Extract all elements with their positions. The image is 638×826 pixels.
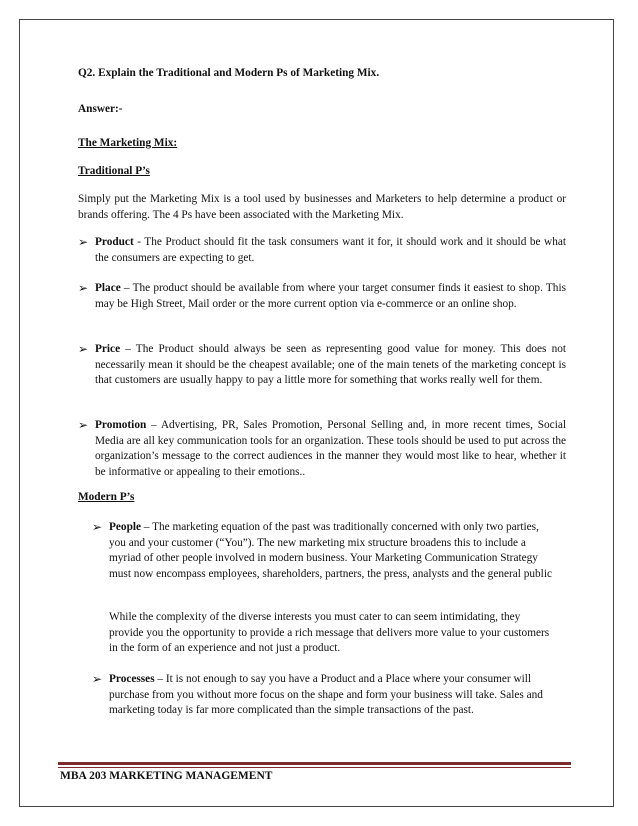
section-heading: The Marketing Mix: [78,137,178,149]
desc-promotion: – Advertising, PR, Sales Promotion, Personal Selling and, in more recent times, Social Media are all key communication tools for an organization. These tools should be used to put across the organization’s message to the correct audiences in the manner they would most like to hear, whether it be informative or appealing to their emotions.. [95,419,566,478]
arrow-bullet-icon: ➢ [92,520,103,534]
arrow-bullet-icon: ➢ [78,281,89,295]
arrow-bullet-icon: ➢ [78,342,89,356]
term-place: Place [95,282,121,294]
list-item-text [95,418,566,480]
answer-label: Answer:- [78,103,123,115]
desc-place: – The product should be available from where your target consumer finds it easiest to shop. This may be High Street, Mail order or the more current option via e-commerce or an online shop. [95,282,566,310]
people-paragraph-2: While the complexity of the diverse interests you must cater to can seem intimidating, they provide you the opportunity to provide a rich message that delivers more value to your customers in the form of an experience and not just a product. [109,611,550,654]
desc-price: – The Product should always be seen as representing good value for money. This does not necessarily mean it should be the cheapest available; one of the main tenets of the marketing concept is that customers are usually happy to pay a little more for something that works really well for them. [95,343,566,386]
footer-rule [58,762,571,765]
term-people: People [109,521,141,533]
term-processes: Processes [109,673,155,685]
traditional-heading: Traditional P’s [78,165,150,177]
list-item-text [109,520,552,582]
desc-people: – The marketing equation of the past was traditionally concerned with only two parties, you and your customer (“You”). The new marketing mix structure broadens this to include a myriad of other people involved in modern business. Your Marketing Communication Strategy must now encompass employees, shareholders, partners, the press, analysts and the general public [109,521,552,580]
term-promotion: Promotion [95,419,147,431]
term-price: Price [95,343,121,355]
footer-rule-thin [58,767,571,768]
question-heading: Q2. Explain the Traditional and Modern Ps of Marketing Mix. [78,67,380,79]
arrow-bullet-icon: ➢ [78,235,89,249]
list-item-text [95,235,566,266]
desc-processes: – It is not enough to say you have a Product and a Place where your consumer will purchase from you without more focus on the shape and form your business will take. Sales and marketing today is far more complicated than the simple transactions of the past. [109,673,543,716]
footer-title: MBA 203 MARKETING MANAGEMENT [60,770,273,782]
arrow-bullet-icon: ➢ [78,418,89,432]
list-item-text [109,672,552,719]
list-item-text [95,342,566,389]
arrow-bullet-icon: ➢ [92,672,103,686]
term-product: Product [95,236,134,248]
desc-product: - The Product should fit the task consumers want it for, it should work and it should be what the consumers are expecting to get. [95,236,566,264]
traditional-intro: Simply put the Marketing Mix is a tool used by businesses and Marketers to help determine a product or brands offering. The 4 Ps have been associated with the Marketing Mix. [78,193,566,221]
list-item-text [95,281,566,312]
modern-heading: Modern P’s [78,491,135,503]
